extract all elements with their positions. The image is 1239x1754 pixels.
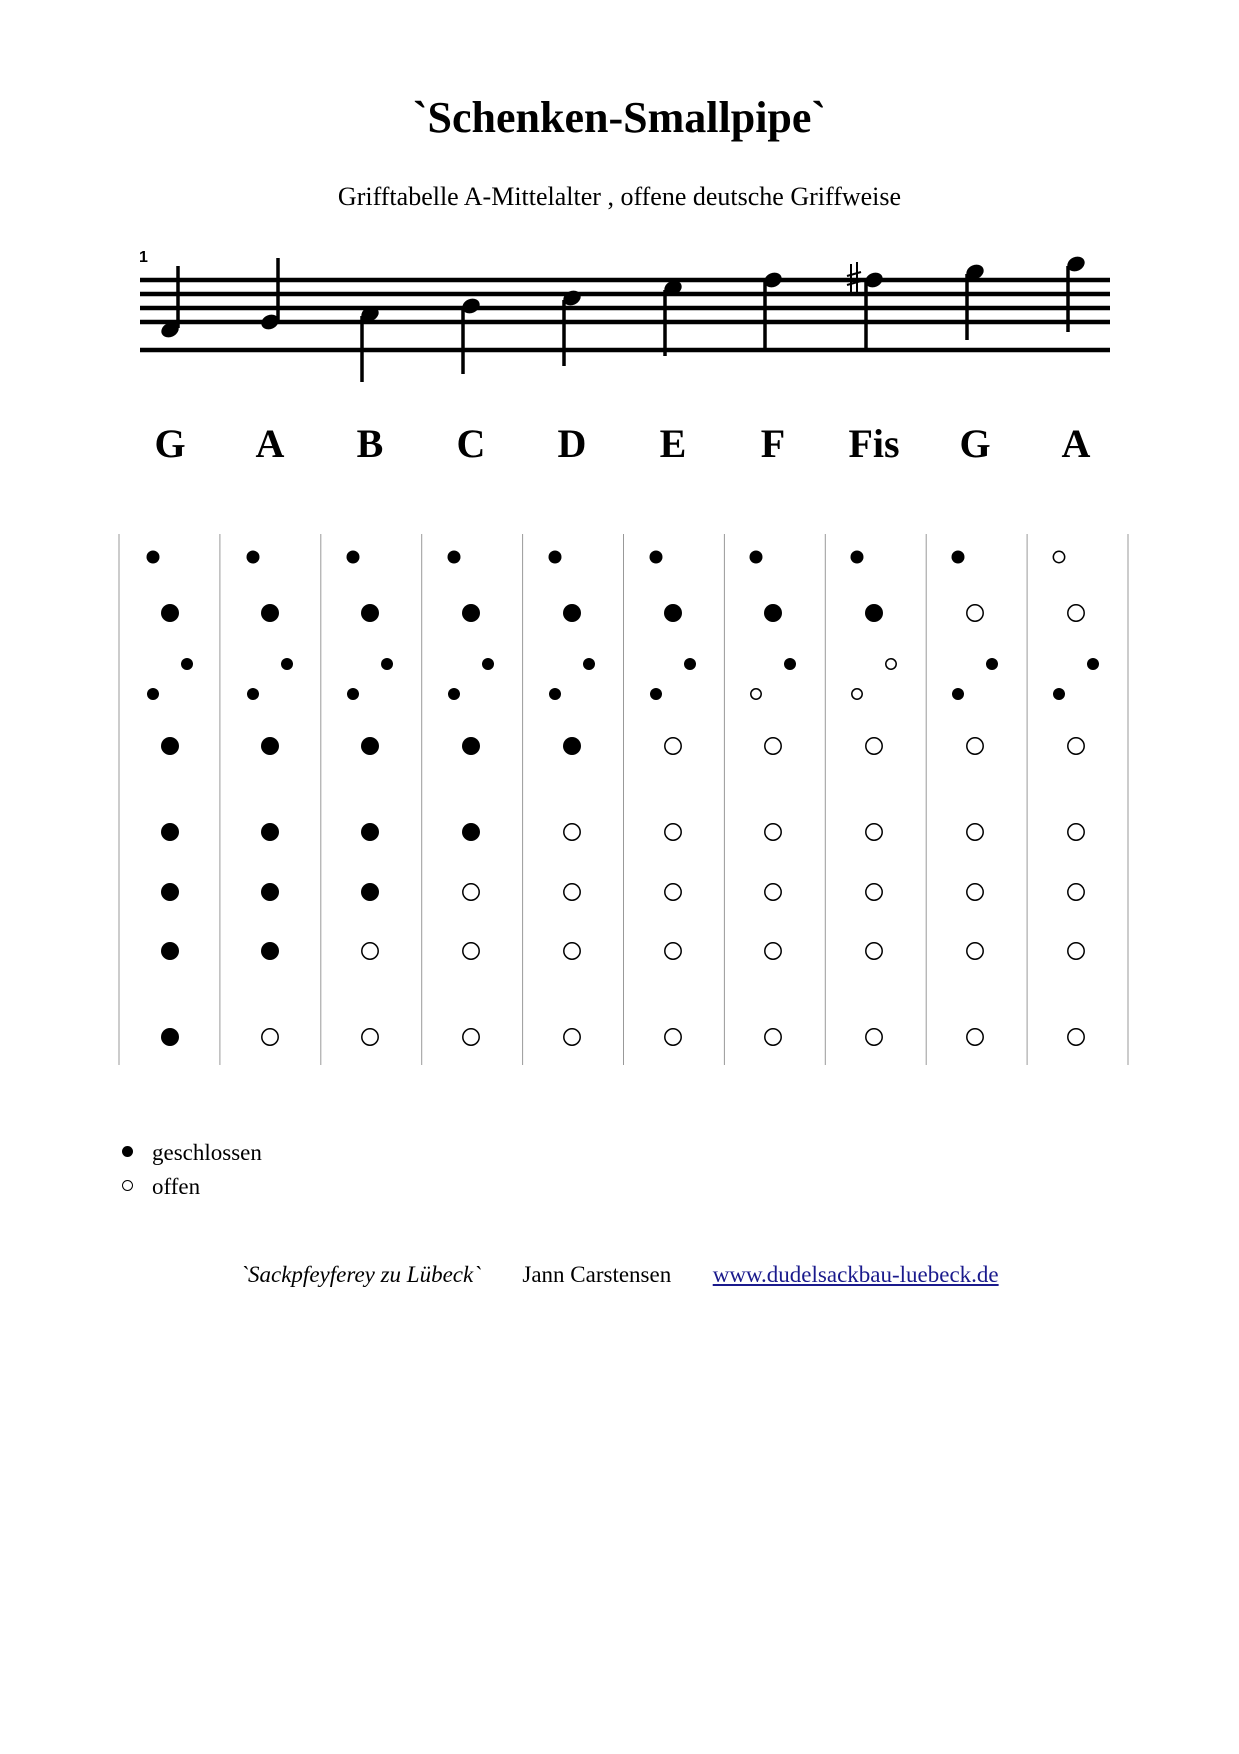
finger-hole-4 xyxy=(1068,824,1084,840)
finger-hole-2-upper xyxy=(281,658,293,670)
finger-hole-2-upper xyxy=(784,658,796,670)
finger-hole-6 xyxy=(161,942,179,960)
finger-hole-2-lower xyxy=(448,688,460,700)
finger-hole-7 xyxy=(665,1029,681,1045)
finger-hole-6 xyxy=(362,943,378,959)
finger-hole-1 xyxy=(865,604,883,622)
finger-hole-2-upper xyxy=(986,658,998,670)
finger-hole-3 xyxy=(563,737,581,755)
staff-marker: 1 xyxy=(139,249,148,266)
finger-hole-6 xyxy=(765,943,781,959)
finger-hole-4 xyxy=(765,824,781,840)
finger-hole-5 xyxy=(1068,884,1084,900)
finger-hole-1 xyxy=(361,604,379,622)
closed-hole-icon xyxy=(118,1143,152,1163)
finger-hole-5 xyxy=(866,884,882,900)
finger-hole-7 xyxy=(765,1029,781,1045)
finger-hole-7 xyxy=(362,1029,378,1045)
finger-hole-4 xyxy=(462,823,480,841)
fingering-chart xyxy=(0,530,1239,1090)
note-name-label: E xyxy=(659,421,687,466)
finger-hole-7 xyxy=(262,1029,278,1045)
finger-hole-4 xyxy=(261,823,279,841)
finger-hole-5 xyxy=(261,883,279,901)
open-hole-icon xyxy=(118,1177,152,1197)
finger-hole-6 xyxy=(866,943,882,959)
thumb-hole xyxy=(1053,551,1064,562)
finger-hole-4 xyxy=(361,823,379,841)
finger-hole-2-lower xyxy=(852,689,862,699)
finger-hole-3 xyxy=(161,737,179,755)
footer-author: Jann Carstensen xyxy=(522,1262,672,1287)
finger-hole-4 xyxy=(665,824,681,840)
finger-hole-4 xyxy=(967,824,983,840)
finger-hole-2-lower xyxy=(1053,688,1065,700)
finger-hole-2-lower xyxy=(549,688,561,700)
finger-hole-5 xyxy=(967,884,983,900)
finger-hole-1 xyxy=(462,604,480,622)
finger-hole-2-upper xyxy=(886,659,896,669)
finger-hole-2-lower xyxy=(650,688,662,700)
finger-hole-5 xyxy=(361,883,379,901)
finger-hole-5 xyxy=(161,883,179,901)
finger-hole-4 xyxy=(866,824,882,840)
finger-hole-3 xyxy=(866,738,882,754)
music-staff xyxy=(0,240,1239,390)
finger-hole-2-upper xyxy=(482,658,494,670)
note-name-label: F xyxy=(760,421,786,466)
finger-hole-2-lower xyxy=(147,688,159,700)
finger-hole-3 xyxy=(361,737,379,755)
footer xyxy=(0,1262,1239,1288)
finger-hole-2-upper xyxy=(1087,658,1099,670)
finger-hole-1 xyxy=(664,604,682,622)
legend-open xyxy=(118,1170,262,1204)
finger-hole-6 xyxy=(1068,943,1084,959)
note-name-row xyxy=(0,420,1239,480)
legend-closed-label: geschlossen xyxy=(152,1140,262,1165)
finger-hole-7 xyxy=(564,1029,580,1045)
note-name-label: A xyxy=(1061,421,1091,466)
note-name-label: G xyxy=(154,421,186,466)
thumb-hole xyxy=(750,551,763,564)
finger-hole-3 xyxy=(765,738,781,754)
finger-hole-5 xyxy=(765,884,781,900)
thumb-hole xyxy=(147,551,160,564)
finger-hole-7 xyxy=(967,1029,983,1045)
finger-hole-2-upper xyxy=(583,658,595,670)
note-name-label: D xyxy=(557,421,587,466)
finger-hole-3 xyxy=(462,737,480,755)
legend-open-label: offen xyxy=(152,1174,201,1199)
thumb-hole xyxy=(347,551,360,564)
finger-hole-7 xyxy=(161,1028,179,1046)
finger-hole-5 xyxy=(463,884,479,900)
finger-hole-1 xyxy=(764,604,782,622)
finger-hole-4 xyxy=(564,824,580,840)
finger-hole-2-upper xyxy=(684,658,696,670)
finger-hole-3 xyxy=(1068,738,1084,754)
finger-hole-1 xyxy=(1068,605,1084,621)
finger-hole-1 xyxy=(967,605,983,621)
finger-hole-2-lower xyxy=(247,688,259,700)
thumb-hole xyxy=(851,551,864,564)
finger-hole-7 xyxy=(463,1029,479,1045)
legend xyxy=(118,1136,262,1204)
finger-hole-1 xyxy=(161,604,179,622)
finger-hole-4 xyxy=(161,823,179,841)
finger-hole-6 xyxy=(463,943,479,959)
thumb-hole xyxy=(448,551,461,564)
finger-hole-2-lower xyxy=(751,689,761,699)
finger-hole-2-lower xyxy=(952,688,964,700)
finger-hole-3 xyxy=(665,738,681,754)
finger-hole-2-lower xyxy=(347,688,359,700)
note-name-label: C xyxy=(456,421,486,466)
finger-hole-5 xyxy=(665,884,681,900)
finger-hole-3 xyxy=(967,738,983,754)
finger-hole-5 xyxy=(564,884,580,900)
finger-hole-7 xyxy=(1068,1029,1084,1045)
thumb-hole xyxy=(650,551,663,564)
thumb-hole xyxy=(952,551,965,564)
finger-hole-1 xyxy=(563,604,581,622)
thumb-hole xyxy=(549,551,562,564)
legend-closed xyxy=(118,1136,262,1170)
finger-hole-7 xyxy=(866,1029,882,1045)
finger-hole-6 xyxy=(564,943,580,959)
finger-hole-6 xyxy=(261,942,279,960)
finger-hole-1 xyxy=(261,604,279,622)
note-name-label: Fis xyxy=(848,421,900,466)
footer-organization: `Sackpfeyferey zu Lübeck` xyxy=(240,1262,481,1287)
finger-hole-2-upper xyxy=(181,658,193,670)
finger-hole-6 xyxy=(967,943,983,959)
finger-hole-6 xyxy=(665,943,681,959)
note-name-label: G xyxy=(959,421,991,466)
thumb-hole xyxy=(247,551,260,564)
finger-hole-2-upper xyxy=(381,658,393,670)
note-name-label: A xyxy=(255,421,285,466)
page-title: `Schenken-Smallpipe` xyxy=(412,93,827,142)
page-subtitle: Grifftabelle A-Mittelalter , offene deutsche Griffweise xyxy=(337,182,902,211)
note-name-label: B xyxy=(356,421,384,466)
footer-website-link[interactable]: www.dudelsackbau-luebeck.de xyxy=(712,1262,999,1287)
finger-hole-3 xyxy=(261,737,279,755)
